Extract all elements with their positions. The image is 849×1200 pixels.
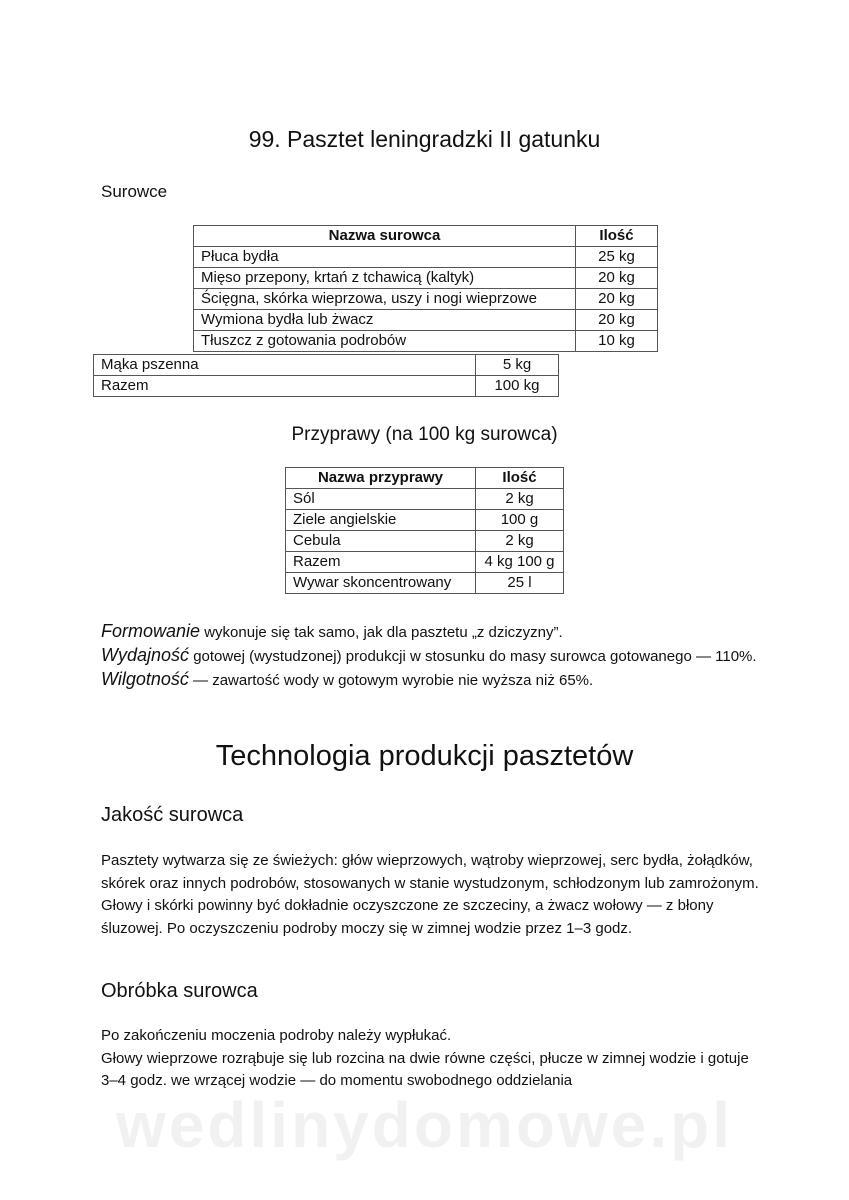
table-cell: 20 kg <box>576 289 658 310</box>
table-cell: Sól <box>286 489 476 510</box>
table-row <box>194 310 658 331</box>
table-cell: 10 kg <box>576 331 658 352</box>
table-header-row <box>286 468 564 489</box>
spices-label: Przyprawy (na 100 kg surowca) <box>291 424 558 445</box>
table-cell: 20 kg <box>576 268 658 289</box>
table-cell: Mięso przepony, krtań z tchawicą (kaltyk) <box>194 268 576 289</box>
table-cell: Razem <box>94 376 476 397</box>
note-text: — zawartość wody w gotowym wyrobie nie wyższa niż 65%. <box>188 672 594 689</box>
note-text: wykonuje się tak samo, jak dla pasztetu „z dziczyzny”. <box>200 624 563 641</box>
table-row <box>286 531 564 552</box>
table-cell: 2 kg <box>476 531 564 552</box>
paragraph: Głowy wieprzowe rozrąbuje się lub rozcina na dwie równe części, płucze w zimnej wodzie i gotuje 3–4 godz. we wrzącej wodzie — do momentu swobodnego oddzielania <box>101 1049 749 1089</box>
table-cell: 100 g <box>476 510 564 531</box>
paragraph: Pasztety wytwarza się ze świeżych: głów wieprzowych, wątroby wieprzowej, serc bydła, żołądków, skórek oraz innych podrobów, stosowanych w stanie wystudzonym, schłodzonym lub zamrożonym. <box>101 852 759 892</box>
table-cell: Ścięgna, skórka wieprzowa, uszy i nogi wieprzowe <box>194 289 576 310</box>
note-term: Wydajność <box>101 645 190 665</box>
table-header-row <box>194 226 658 247</box>
section-heading: Technologia produkcji pasztetów <box>215 740 634 772</box>
watermark: wedlinydomowe.pl <box>116 1089 733 1161</box>
table-cell: 20 kg <box>576 310 658 331</box>
processing-heading: Obróbka surowca <box>101 980 258 1002</box>
column-header: Ilość <box>576 226 658 247</box>
table-cell: 25 kg <box>576 247 658 268</box>
quality-heading: Jakość surowca <box>101 804 244 826</box>
table-row <box>194 247 658 268</box>
table-row <box>286 552 564 573</box>
table-cell: 100 kg <box>476 376 559 397</box>
page-title: 99. Pasztet leningradzki II gatunku <box>248 126 601 152</box>
table-cell: Razem <box>286 552 476 573</box>
column-header: Nazwa surowca <box>194 226 576 247</box>
quality-text <box>101 850 761 940</box>
table-cell: 2 kg <box>476 489 564 510</box>
spices-table <box>285 467 564 594</box>
table-cell: 25 l <box>476 573 564 594</box>
raw-materials-table-continued <box>93 354 559 397</box>
column-header: Nazwa przyprawy <box>286 468 476 489</box>
note-term: Formowanie <box>101 621 201 641</box>
processing-text <box>101 1025 761 1093</box>
table-row <box>286 489 564 510</box>
raw-materials-table <box>193 225 658 352</box>
note-text: gotowej (wystudzonej) produkcji w stosunku do masy surowca gotowanego — 110%. <box>189 648 757 665</box>
table-cell: Ziele angielskie <box>286 510 476 531</box>
paragraph: Po zakończeniu moczenia podroby należy wypłukać. <box>101 1027 452 1044</box>
table-cell: Tłuszcz z gotowania podrobów <box>194 331 576 352</box>
table-cell: Cebula <box>286 531 476 552</box>
table-cell: Wywar skoncentrowany <box>286 573 476 594</box>
note-term: Wilgotność <box>101 669 189 689</box>
raw-materials-label: Surowce <box>101 182 168 201</box>
table-cell: Płuca bydła <box>194 247 576 268</box>
table-row <box>94 355 559 376</box>
note-formowanie <box>101 620 761 644</box>
table-row <box>194 331 658 352</box>
table-cell: Wymiona bydła lub żwacz <box>194 310 576 331</box>
note-wilgotnosc <box>101 668 761 692</box>
table-row <box>194 268 658 289</box>
table-row <box>94 376 559 397</box>
column-header: Ilość <box>476 468 564 489</box>
note-wydajnosc <box>101 644 761 668</box>
table-cell: 4 kg 100 g <box>476 552 564 573</box>
table-row <box>286 510 564 531</box>
table-row <box>194 289 658 310</box>
table-cell: 5 kg <box>476 355 559 376</box>
notes-block <box>101 620 761 692</box>
table-cell: Mąka pszenna <box>94 355 476 376</box>
table-row <box>286 573 564 594</box>
paragraph: Głowy i skórki powinny być dokładnie oczyszczone ze szczeciny, a żwacz wołowy — z błony śluzowej. Po oczyszczeniu podroby moczy się w zimnej wodzie przez 1–3 godz. <box>101 897 714 937</box>
